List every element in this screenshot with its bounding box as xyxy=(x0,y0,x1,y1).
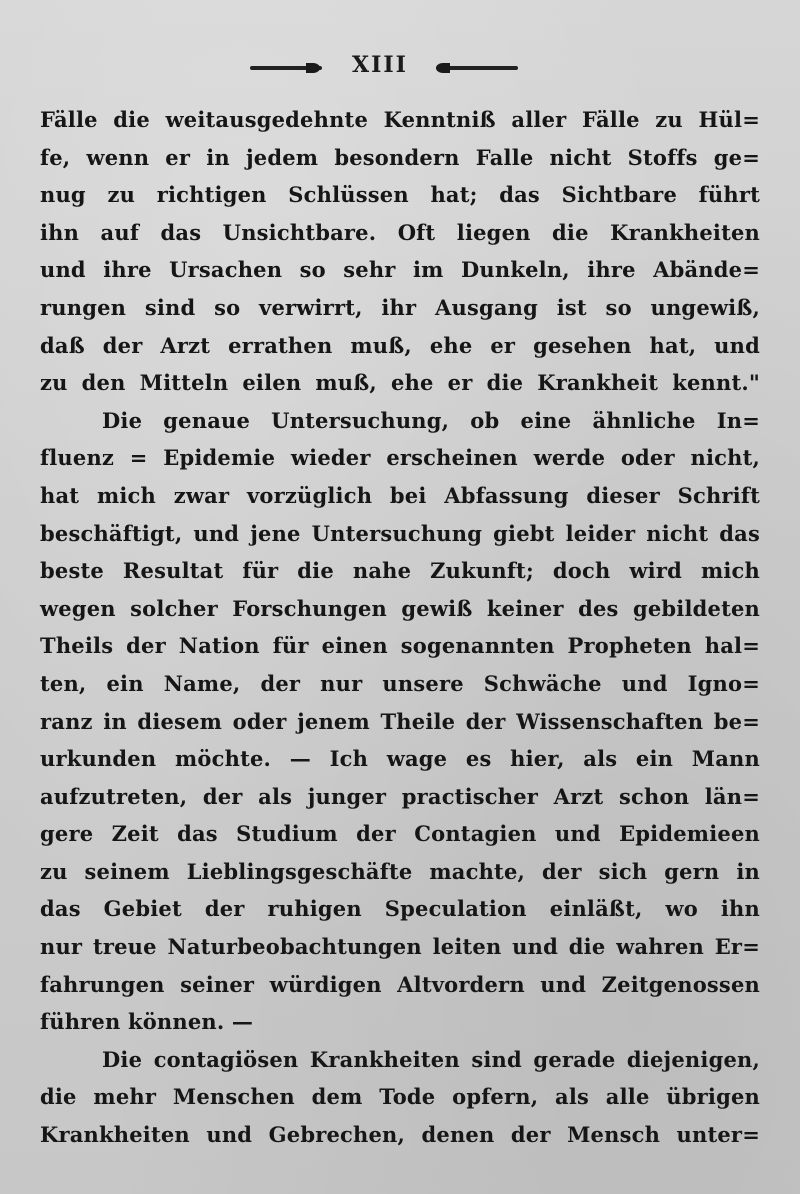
text-line: Krankheiten und Gebrechen, denen der Mensch unter= xyxy=(40,1122,760,1148)
text-line: daß der Arzt errathen muß, ehe er gesehen hat, und xyxy=(40,332,760,358)
text-line: hat mich zwar vorzüglich bei Abfassung dieser Schrift xyxy=(40,482,760,508)
text-line: ranz in diesem oder jenem Theile der Wissenschaften be= xyxy=(40,708,760,734)
text-line: zu den Mitteln eilen muß, ehe er die Krankheit kennt." xyxy=(40,370,760,396)
text-line: zu seinem Lieblingsgeschäfte machte, der sich gern in xyxy=(40,858,760,884)
text-line: gere Zeit das Studium der Contagien und Epidemieen xyxy=(40,821,760,847)
paragraph-start-line: Die contagiösen Krankheiten sind gerade diejenigen, xyxy=(102,1046,760,1072)
body-text xyxy=(40,101,760,1154)
text-line: fahrungen seiner würdigen Altvordern und Zeitgenossen xyxy=(40,971,760,997)
header-rule-right xyxy=(436,66,518,70)
paragraph-start-line: Die genaue Untersuchung, ob eine ähnliche In= xyxy=(102,407,760,433)
text-line: rungen sind so verwirrt, ihr Ausgang ist so ungewiß, xyxy=(40,294,760,320)
text-line: urkunden möchte. — Ich wage es hier, als ein Mann xyxy=(40,746,760,772)
text-line: fluenz = Epidemie wieder erscheinen werde oder nicht, xyxy=(40,445,760,471)
text-line: ten, ein Name, der nur unsere Schwäche und Igno= xyxy=(40,670,760,696)
paragraph-end-line: führen können. — xyxy=(40,1009,254,1035)
text-line: aufzutreten, der als junger practischer Arzt schon län= xyxy=(40,783,760,809)
text-line: beste Resultat für die nahe Zukunft; doch wird mich xyxy=(40,558,760,584)
text-line: nur treue Naturbeobachtungen leiten und die wahren Er= xyxy=(40,934,760,960)
text-line: ihn auf das Unsichtbare. Oft liegen die Krankheiten xyxy=(40,219,760,245)
text-line: Fälle die weitausgedehnte Kenntniß aller Fälle zu Hül= xyxy=(40,107,760,132)
text-line: und ihre Ursachen so sehr im Dunkeln, ihre Abände= xyxy=(40,257,760,283)
text-line: nug zu richtigen Schlüssen hat; das Sichtbare führt xyxy=(40,182,760,208)
page-header xyxy=(0,52,800,82)
header-rule-left xyxy=(250,66,322,70)
page-number: XIII xyxy=(352,52,408,78)
text-line: fe, wenn er in jedem besondern Falle nicht Stoffs ge= xyxy=(40,144,760,170)
text-line: das Gebiet der ruhigen Speculation einläßt, wo ihn xyxy=(40,896,760,922)
text-line: beschäftigt, und jene Untersuchung giebt leider nicht das xyxy=(40,520,760,546)
text-line: wegen solcher Forschungen gewiß keiner des gebildeten xyxy=(40,595,760,621)
text-line: Theils der Nation für einen sogenannten Propheten hal= xyxy=(40,633,760,659)
text-line: die mehr Menschen dem Tode opfern, als alle übrigen xyxy=(40,1084,760,1110)
